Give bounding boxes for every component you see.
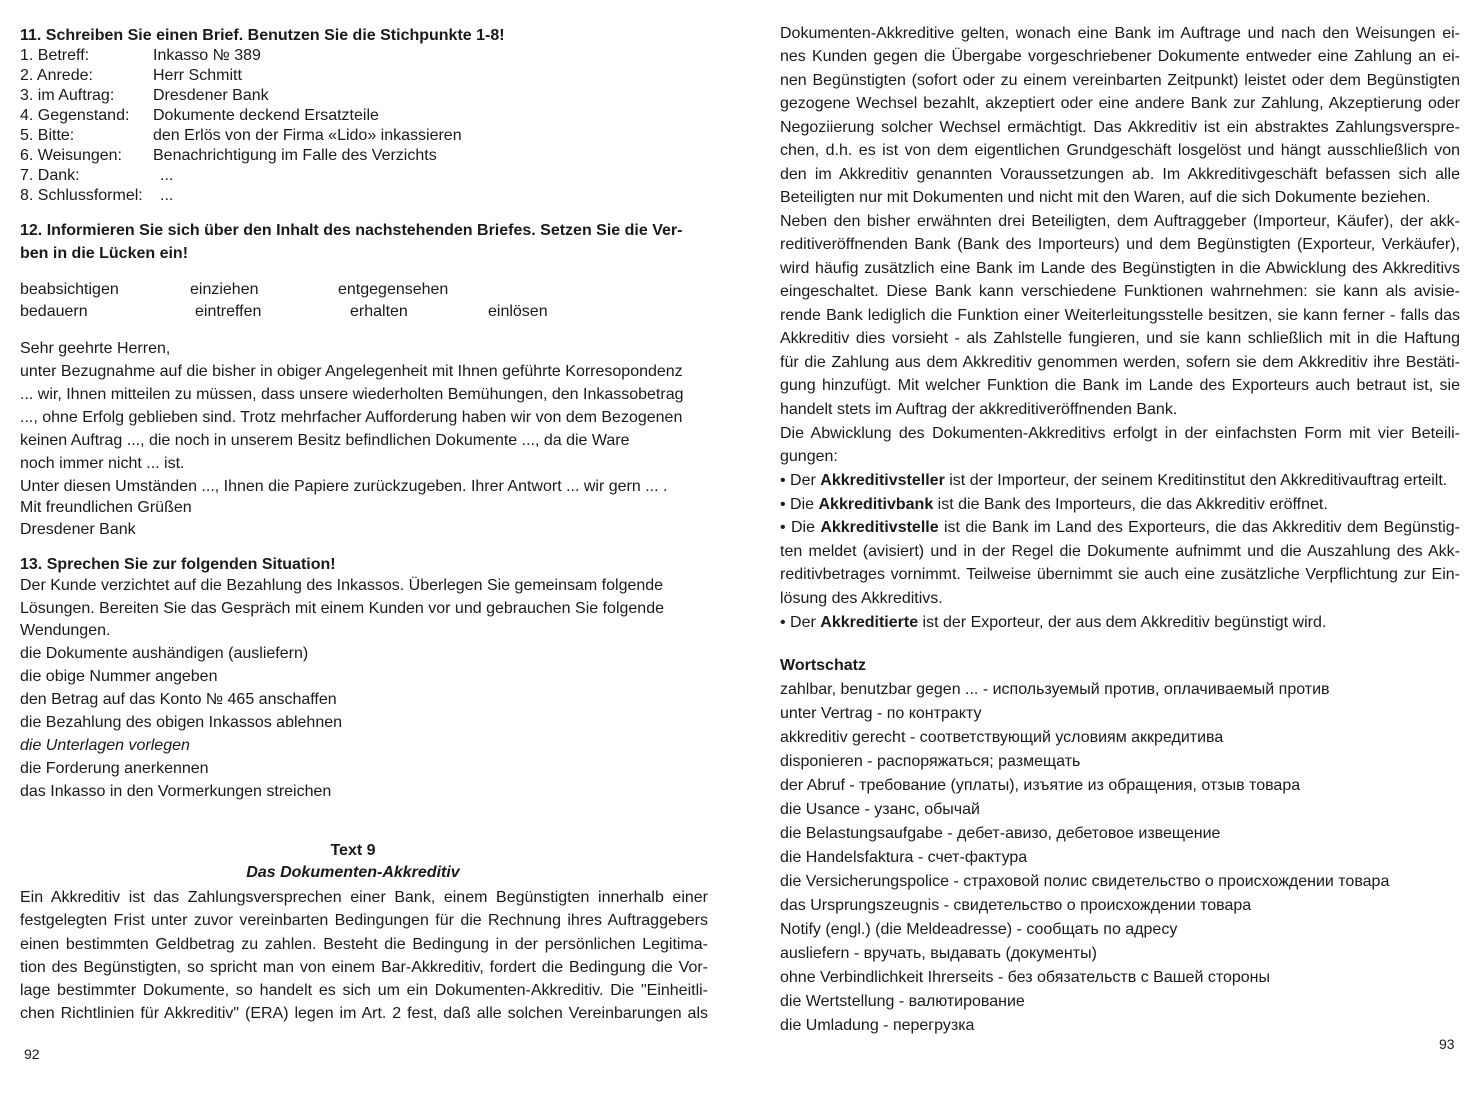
verb: bedauern — [20, 303, 88, 320]
item-value: ... — [160, 187, 174, 204]
item-value: den Erlös von der Firma «Lido» inkassieren — [153, 127, 462, 144]
list-item-continuation: lösung des Akkreditivs. — [780, 590, 943, 607]
bullet-text: ist der Importeur, der seinem Kreditinstitut den Akkreditivauftrag erteilt. — [944, 472, 1448, 489]
bullet-term: Akkreditivstelle — [820, 519, 939, 536]
body-line: festgelegten Frist unter zuvor vereinbarten Bedingungen für die Rechnung ihres Auftraggebers — [20, 912, 708, 929]
item-value: Dresdener Bank — [153, 87, 269, 104]
list-item — [780, 469, 1460, 492]
bullet-text: ist die Bank im Land des Exporteurs, die das Akkreditiv dem Begünstig- — [938, 519, 1461, 536]
body-line: Negoziierung solcher Wechsel ermächtigt. Das Akkreditiv ist ein abstraktes Zahlungsverspre- — [780, 119, 1460, 136]
body-line: Akkreditiv dies vorsieht - als Zahlstelle fungieren, und sie kann schließlich mit in die Haftung — [780, 330, 1460, 347]
letter-line: noch immer nicht ... ist. — [20, 455, 185, 472]
vocab-entry: ausliefern - вручать, выдавать (документы) — [780, 945, 1097, 962]
letter-line: ..., ohne Erfolg geblieben sind. Trotz mehrfacher Aufforderung haben wir von dem Bezogenen — [20, 409, 683, 426]
phrase: die Bezahlung des obigen Inkassos ablehnen — [20, 714, 343, 731]
body-line: wird häufig zusätzlich eine Bank im Lande des Begünstigten in die Abwicklung des Akkreditivs — [780, 260, 1460, 277]
body-line: nen Begünstigten (sofort oder zu einem vereinbarten Zeitpunkt) leistet oder dem Begünstigten — [780, 72, 1460, 89]
item-value: Herr Schmitt — [153, 67, 242, 84]
letter-line: keinen Auftrag ..., die noch in unserem Besitz befindlichen Dokumente ..., da die Ware — [20, 432, 630, 449]
item-label: 8. Schlussformel: — [20, 187, 143, 204]
letter-line: Unter diesen Umständen ..., Ihnen die Papiere zurückzugeben. Ihrer Antwort ... wir gern ... . — [20, 478, 668, 495]
item-label: 1. Betreff: — [20, 47, 90, 64]
list-item — [780, 516, 1460, 539]
bullet-term: Akkreditierte — [820, 614, 919, 631]
vocab-entry: die Umladung - перегрузка — [780, 1017, 975, 1034]
exercise-12-heading-line2: ben in die Lücken ein! — [20, 245, 189, 262]
vocab-entry: die Versicherungspolice - страховой полис свидетельство о происхождении товара — [780, 873, 1390, 890]
body-line: nes Kunden gegen die Übergabe vorgeschriebener Dokumente entweder eine Zahlung an ei- — [780, 48, 1460, 65]
page-number: 93 — [1439, 1036, 1455, 1052]
phrase: das Inkasso in den Vormerkungen streichen — [20, 783, 332, 800]
text-label: Text 9 — [330, 842, 376, 859]
left-page — [20, 0, 710, 1097]
phrase: die Dokumente aushändigen (ausliefern) — [20, 645, 309, 662]
item-value: Benachrichtigung im Falle des Verzichts — [153, 147, 437, 164]
vocab-entry: akkreditiv gerecht - соответствующий условиям аккредитива — [780, 729, 1224, 746]
intro-line: Lösungen. Bereiten Sie das Gespräch mit einem Kunden vor und gebrauchen Sie folgende — [20, 600, 664, 617]
text-title: Das Dokumenten-Akkreditiv — [246, 864, 460, 881]
vocab-entry: zahlbar, benutzbar gegen ... - используемый против, оплачиваемый против — [780, 681, 1330, 698]
body-line: eingeschaltet. Diese Bank kann verschiedene Funktionen wahrnehmen: sie kann als avisie- — [780, 283, 1460, 300]
vocab-entry: ohne Verbindlichkeit Ihrerseits - без обязательств с Вашей стороны — [780, 969, 1271, 986]
page-number: 92 — [24, 1046, 40, 1062]
item-value: Inkasso № 389 — [153, 47, 261, 64]
bullet-prefix: • Die — [780, 496, 819, 513]
body-line: gezogene Wechsel bezahlt, akzeptiert oder eine andere Bank zur Zahlung, Akzeptierung oder — [780, 95, 1460, 112]
body-line: einen bestimmten Geldbetrag zu zahlen. Besteht die Bedingung in der persönlichen Legitima- — [20, 936, 708, 953]
vocab-entry: unter Vertrag - по контракту — [780, 705, 982, 722]
item-label: 4. Gegenstand: — [20, 107, 130, 124]
list-item — [780, 493, 1460, 516]
body-line: Ein Akkreditiv ist das Zahlungsversprechen einer Bank, einem Begünstigten innerhalb einer — [20, 889, 708, 906]
item-label: 3. im Auftrag: — [20, 87, 115, 104]
body-line: reditiveröffnenden Bank (Bank des Importeurs) und dem Begünstigten (Exporteur, Verkäufer), — [780, 236, 1460, 253]
item-label: 6. Weisungen: — [20, 147, 122, 164]
intro-line: Der Kunde verzichtet auf die Bezahlung des Inkassos. Überlegen Sie gemeinsam folgende — [20, 577, 664, 594]
body-line: den im Akkreditiv genannten Voraussetzungen ab. Im Akkreditivgeschäft befassen sich alle — [780, 166, 1460, 183]
exercise-12-heading-line1: 12. Informieren Sie sich über den Inhalt des nachstehenden Briefes. Setzen Sie die Ver- — [20, 222, 683, 239]
bullet-prefix: • Der — [780, 472, 821, 489]
letter-line: Dresdener Bank — [20, 521, 136, 538]
verb: beabsichtigen — [20, 281, 119, 298]
body-line: rende Bank lediglich die Funktion einer Weiterleitungsstelle besitzen, sie kann ferner - falls das — [780, 307, 1460, 324]
right-page — [780, 0, 1460, 1097]
vocab-entry: der Abruf - требование (уплаты), изъятие из обращения, отзыв товара — [780, 777, 1301, 794]
list-item-continuation: ten meldet (avisiert) und in der Regel die Dokumente aufnimmt und die Auszahlung des Akk- — [780, 543, 1460, 560]
phrase: den Betrag auf das Konto № 465 anschaffen — [20, 691, 337, 708]
item-label: 7. Dank: — [20, 167, 80, 184]
bullet-prefix: • Der — [780, 614, 821, 631]
vocab-entry: die Belastungsaufgabe - дебет-авизо, дебетовое извещение — [780, 825, 1221, 842]
vocab-entry: disponieren - распоряжаться; размещать — [780, 753, 1081, 770]
verb: eintreffen — [195, 303, 262, 320]
body-line: chen, d.h. es ist von dem eigentlichen Grundgeschäft losgelöst und hängt ausschließlich von — [780, 142, 1460, 159]
verb: erhalten — [350, 303, 408, 320]
body-line: gungen: — [780, 448, 838, 465]
vocab-entry: das Ursprungszeugnis - свидетельство о происхождении товара — [780, 897, 1252, 914]
body-line: Dokumenten-Akkreditive gelten, wonach eine Bank im Auftrage und nach den Weisungen ei- — [780, 25, 1460, 42]
intro-line: Wendungen. — [20, 622, 111, 639]
phrase: die Forderung anerkennen — [20, 760, 209, 777]
bullet-prefix: • Die — [780, 519, 821, 536]
bullet-term: Akkreditivsteller — [820, 472, 945, 489]
list-item-continuation: reditivbetrages vornimmt. Teilweise übernimmt sie auch eine zusätzliche Verpflichtung zur Ein- — [780, 566, 1460, 583]
bullet-term: Akkreditivbank — [818, 496, 934, 513]
phrase: die Unterlagen vorlegen — [20, 737, 190, 754]
item-value: ... — [160, 167, 174, 184]
item-label: 5. Bitte: — [20, 127, 75, 144]
letter-line: unter Bezugnahme auf die bisher in obiger Angelegenheit mit Ihnen geführte Korresopondenz — [20, 363, 683, 380]
wortschatz-heading: Wortschatz — [780, 657, 866, 674]
bullet-text: ist die Bank des Importeurs, die das Akkreditiv eröffnet. — [933, 496, 1328, 513]
bullet-text: ist der Exporteur, der aus dem Akkreditiv begünstigt wird. — [918, 614, 1327, 631]
body-line: chen Richtlinien für Akkreditiv" (ERA) legen im Art. 2 fest, daß alle solchen Vereinbarungen als — [20, 1005, 708, 1022]
body-line: lage bestimmter Dokumente, so handelt es sich um ein Dokumenten-Akkreditiv. Die "Einheitli- — [20, 982, 708, 999]
body-line: gung hinzufügt. Mit welcher Funktion die Bank im Lande des Exporteurs auch betraut ist, sie — [780, 377, 1460, 394]
body-line: handelt stets im Auftrag der akkreditiveröffnenden Bank. — [780, 401, 1178, 418]
body-line: Beteiligten nur mit Dokumenten und nicht mit den Waren, auf die sich Dokumente beziehen. — [780, 189, 1431, 206]
body-line: Neben den bisher erwähnten drei Beteiligten, dem Auftraggeber (Importeur, Käufer), der akk- — [780, 213, 1460, 230]
body-line: tion des Begünstigten, so spricht man von einem Bar-Akkreditiv, fordert die Bedingung die Vor- — [20, 959, 708, 976]
exercise-13-heading: 13. Sprechen Sie zur folgenden Situation! — [20, 556, 336, 573]
verb: einlösen — [488, 303, 548, 320]
verb: entgegensehen — [338, 281, 449, 298]
vocab-entry: die Handelsfaktura - счет-фактура — [780, 849, 1028, 866]
letter-line: ... wir, Ihnen mitteilen zu müssen, dass unsere wiederholten Bemühungen, den Inkassobetrag — [20, 386, 684, 403]
body-line: Die Abwicklung des Dokumenten-Akkreditivs erfolgt in der einfachsten Form mit vier Beteili- — [780, 425, 1460, 442]
letter-line: Sehr geehrte Herren, — [20, 340, 171, 357]
item-value: Dokumente deckend Ersatzteile — [153, 107, 379, 124]
vocab-entry: die Usance - узанс, обычай — [780, 801, 980, 818]
vocab-entry: Notify (engl.) (die Meldeadresse) - сообщать по адресу — [780, 921, 1178, 938]
letter-line: Mit freundlichen Grüßen — [20, 499, 192, 516]
phrase: die obige Nummer angeben — [20, 668, 218, 685]
vocab-entry: die Wertstellung - валютирование — [780, 993, 1025, 1010]
verb: einziehen — [190, 281, 259, 298]
body-line: für die Zahlung aus dem Akkreditiv genommen werden, sofern sie dem Akkreditiv ihre Bestäti- — [780, 354, 1460, 371]
exercise-11-heading: 11. Schreiben Sie einen Brief. Benutzen Sie die Stichpunkte 1-8! — [20, 27, 505, 44]
list-item — [780, 611, 1460, 634]
item-label: 2. Anrede: — [20, 67, 93, 84]
